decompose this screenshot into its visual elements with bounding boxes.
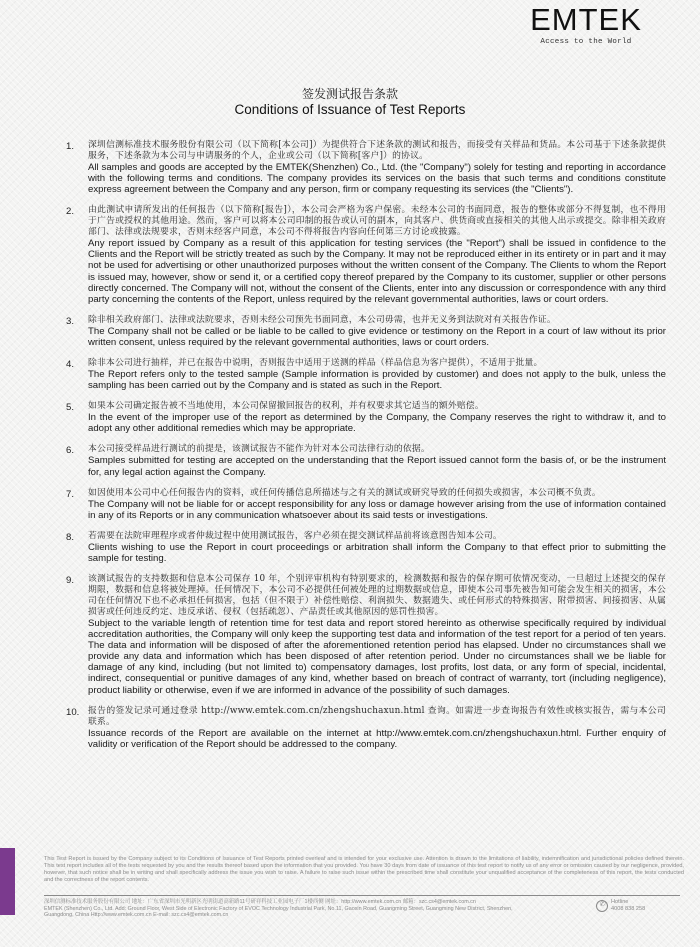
footer-address-en: EMTEK (Shenzhen) Co., Ltd. Add: Ground Floor, West Side of Electronic Factory of EVOC Technology Industrial Park, No.11, Gaoxin Road, Guangming Street, Guangming New District, Shenzhen, [44,905,513,912]
clause-text-cn: 如因使用本公司中心任何报告内的资料，或任何传播信息所描述与之有关的测试或研究导致的任何损失或损害，本公司概不负责。 [88,487,601,498]
clause-text-cn: 本公司接受样品进行测试的前提是，该测试报告不能作为针对本公司法律行动的依据。 [88,444,430,455]
clause-text-cn: 除非本公司进行抽样，并已在报告中说明，否则报告中适用于送测的样品（样品信息为客户提供），不适用于批量。 [88,358,543,369]
clause-number: 1. [66,141,75,152]
hotline-label: Hotline [611,899,629,905]
clause-text-cn: 该测试报告的支持数据和信息本公司保存 10 年，个别评审机构有特别要求的，检测数据和报告的保存期可依情况变动，一旦超过上述提交的保存期限，数据和信息将被处理掉。任何情况下，本公司不必提供任何被处理的过期数据或信息，即使本公司事先被告知可能会发生相关的损害，本公司在任何情况下也不必承担任何损害，包括（但不限于）补偿性赔偿、利润损失、数据遗失、或任何形式的特殊损害、附带损害、间接损害、从属损害或任何违反约定、违反承诺、侵权（包括疏忽）、产品责任或其他原因的惩罚性损害。 [88,573,666,617]
accent-bar [0,848,15,915]
clause-text-en: All samples and goods are accepted by the EMTEK(Shenzhen) Co., Ltd. (the "Company") solely for testing and reporting in accordance with the following terms and conditions. The company provides its services on the basis that such terms and conditions constitute express agreement between the Company and any person, firm or company requesting its services (the "Clients"). [88,162,666,196]
clause-3 [64,315,666,348]
clause-1 [64,140,666,195]
footer-disclaimer: This Test Report is issued by the Company subject to its Conditions of Issuance of Test Reports printed overleaf and is intended for your exclusive use. Attention is drawn to the limitations of liability, indemnification and jurisdictional policies defined therein. This test report includes all of the tests requested by you and the results thereof based upon the information that you provided. You have 30 days from date of issuance of this test report to notify us of any error or omission caused by our negligence, provided, however, that such notice shall be in writing and shall specifically address the issue you wish to raise. A failure to raise such issue within the prescribed time shall constitute your unqualified acceptance of the completeness of this report, the tests conducted and the correctness of the report contents. [44,856,684,883]
clause-text-en: The Report refers only to the tested sample (Sample information is provided by customer) and does not apply to the bulk, unless the sampling has been carried out by the Company and is stated as such in the Report. [88,369,666,392]
clause-4 [64,358,666,391]
clause-text-cn: 如果本公司确定报告被不当地使用，本公司保留撤回报告的权利，并有权要求其它适当的额外赔偿。 [88,401,484,412]
clauses-list [64,140,666,760]
clause-number: 10. [66,706,80,718]
clause-number: 3. [66,315,75,327]
clause-text-cn: 由此测试申请所发出的任何报告（以下简称[报告]），本公司会严格为客户保密。未经本公司的书面同意，报告的整体或部分不得复制，也不得用于广告或授权的其他用途。然而，客户可以将本公司印制的报告或认可的副本，向其客户、供货商或直接相关的其他人出示或提交。除非相关政府部门、法律或法规要求，否则未经客户同意，本公司不得将报告内容向任何第三方讨论或披露。 [88,205,666,238]
clause-text-en: The Company will not be liable for or accept responsibility for any loss or damage however arising from the use of information contained in any of its Reports or in any communication whatsoever about its said tests or investigations. [88,498,666,521]
clause-9 [64,574,666,696]
clause-number: 9. [66,574,75,586]
footer-address-cn: 深圳信测标准技术服务股份有限公司 地址：广东省深圳市光明新区光明街道高新路11号研祥科技工业园电子厂1楼西侧 网址：http://www.emtek.com.cn 邮箱：szc.cs4@emtek.com.cn [44,899,476,905]
footer-divider [44,895,680,896]
clause-number: 8. [66,531,75,543]
clause-number: 4. [66,359,75,371]
clause-6 [64,444,666,477]
logo-tagline: Access to the World [540,38,632,46]
clause-2 [64,205,666,305]
clause-text-cn: 除非相关政府部门、法律或法院要求，否则未经公司预先书面同意，本公司毋需，也并无义务到法院对有关报告作证。 [88,314,556,325]
hotline [596,899,645,912]
page-title-cn: 签发测试报告条款 [301,87,398,101]
clause-number: 5. [66,402,75,414]
footer-address [44,899,574,919]
clause-number: 6. [66,445,75,457]
clause-text-cn: 若需要在法院审理程序或者仲裁过程中使用测试报告，客户必须在提交测试样品前将该意图告知本公司。 [88,530,502,541]
clause-7 [64,488,666,521]
clause-text-en: Issuance records of the Report are available on the internet at http://www.emtek.com.cn/zhengshuchaxun.html. Further enquiry of validity or verification of the Report should be addressed to the company. [88,727,666,750]
clause-text-en: Subject to the variable length of retention time for test data and report stored hereinto as otherwise specifically required by individual accreditation authorities, the Company will only keep the supporting test data and information of the test report for a period of ten years. The data and information will be disposed of after the aforementioned retention period has elapsed. Under no circumstances shall we provide any data and information which has been disposed of after retention period. Under no circumstances shall we be liable for damage of any kind, including (but not limited to) compensatory damages, lost profits, lost data, or any form of special, incidental, indirect, consequential or punitive damages of any kind, whether based on breach of contract of warranty, tort (including negligence), product liability or otherwise, even if we are informed in advance of the possibility of such damages. [88,617,666,696]
emtek-logo [518,4,654,46]
footer-address-en-2: Guangdong, China Http://www.emtek.com.cn E-mail: szc.cs4@emtek.com.cn [44,912,229,919]
hotline-number: 4008 838 258 [611,905,646,912]
clause-8 [64,531,666,564]
clause-text-en: The Company shall not be called or be liable to be called to give evidence or testimony on the Report in a court of law without its prior written consent, unless required by the relevant governmental authorities, laws or court orders. [88,325,666,348]
clause-text-en: Any report issued by Company as a result of this application for testing services (the "Report") shall be issued in confidence to the Clients and the Report will be strictly treated as such by the Company. It may not be reproduced either in its entirety or in part and it may not be used for advertising or other unauthorized purposes without the written consent of the Company. The Clients to whom the Report is issued may, however, show or send it, or a certified copy thereof prepared by the Company to its customer, supplier or other persons directly concerned. The Company will not, without the consent of the Clients, enter into any discussion or correspondence with any third party concerning the contents of the Report, unless required by the relevant governmental authorities, laws or court orders. [88,238,666,305]
clause-5 [64,401,666,434]
clause-text-cn: 报告的签发记录可通过登录 http://www.emtek.com.cn/zhengshuchaxun.html 查询。如需进一步查询报告有效性或核实报告，需与本公司联系。 [88,705,666,727]
clause-number: 2. [66,206,75,218]
page-title-en: Conditions of Issuance of Test Reports [234,102,466,117]
clause-text-en: In the event of the improper use of the report as determined by the Company, the Company reserves the right to withdraw it, and to adopt any other additional remedies which may be appropriate. [88,412,666,435]
clause-10 [64,706,666,750]
clause-text-en: Samples submitted for testing are accepted on the understanding that the Report issued cannot form the basis of, or be the instrument for, any legal action against the Company. [88,455,666,478]
logo-wordmark: EMTEK [530,2,642,37]
clause-text-cn: 深圳信测标准技术服务股份有限公司（以下简称[本公司]）为提供符合下述条款的测试和报告，而接受有关样品和货品。本公司基于下述条款提供服务，下述条款为本公司与申请服务的个人，企业或公司（以下简称[客户]）的协议。 [88,140,666,161]
clause-text-en: Clients wishing to use the Report in court proceedings or arbitration shall inform the Company to that effect prior to submitting the sample for testing. [88,541,666,564]
phone-icon: ✆ [596,900,608,912]
clause-number: 7. [66,488,75,500]
